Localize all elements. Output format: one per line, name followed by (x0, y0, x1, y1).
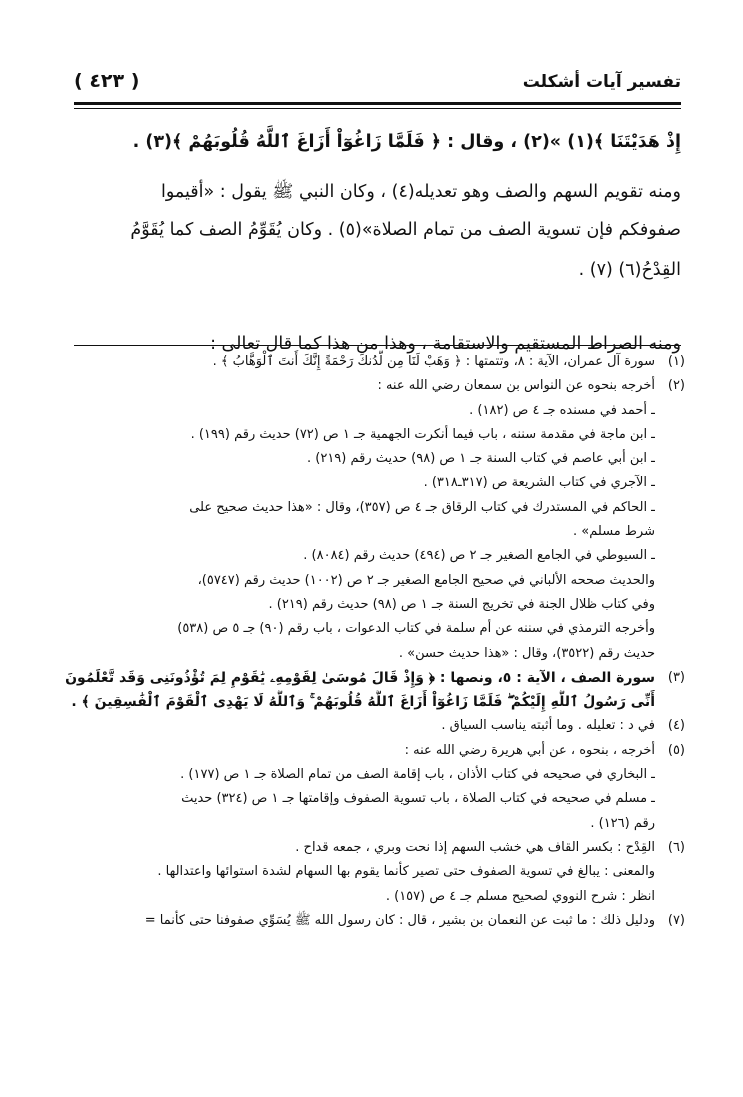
footnote-line: ـ مسلم في صحيحه في كتاب الصلاة ، باب تسوية الصفوف وإقامتها جـ ١ ص (٣٢٤) حديث (181, 791, 655, 807)
footnote-line: حديث رقم (٣٥٢٢)، وقال : «هذا حديث حسن» . (398, 645, 655, 661)
footnote-line: ـ أحمد في مسنده جـ ٤ ص (١٨٢) . (469, 402, 655, 418)
footnote-6 (68, 836, 685, 909)
footnote-line: والمعنى : يبالغ في تسوية الصفوف حتى تصير كأنما يقوم بها السهام لشدة استوائها واعتدالها . (157, 864, 655, 880)
footnote-3 (65, 666, 685, 715)
footnote-line: أخرجه ، بنحوه ، عن أبي هريرة رضي الله عنه : (404, 742, 655, 758)
footnote-number: (٦) (667, 839, 685, 855)
main-text-line: القِدْحُ(٦) (٧) . (578, 260, 681, 280)
header-rule-thin (74, 108, 681, 109)
footnotes (65, 350, 685, 933)
footnote-line: وفي كتاب ظلال الجنة في تخريج السنة جـ ١ ص (٩٨) حديث رقم (٢١٩) . (268, 596, 655, 612)
footnote-line: في د : تعليله . وما أثبته يناسب السياق . (441, 718, 655, 734)
footnote-line: ودليل ذلك : ما ثبت عن النعمان بن بشير ، قال : كان رسول الله ﷺ يُسَوِّي صفوفنا حتى كأنما = (144, 912, 655, 928)
footnote-number: (٣) (667, 669, 685, 685)
footnote-line: شرط مسلم» . (573, 524, 655, 540)
footnote-2 (68, 374, 685, 666)
footnote-line: والحديث صححه الألباني في صحيح الجامع الصغير جـ ٢ ص (١٠٠٢) حديث رقم (٥٧٤٧)، (197, 572, 655, 588)
footnote-line: أخرجه بنحوه عن النواس بن سمعان رضي الله عنه : (377, 378, 655, 394)
footnote-line: ـ الآجري في كتاب الشريعة ص (٣١٧ـ٣١٨) . (423, 475, 655, 491)
footnote-1 (68, 350, 685, 374)
footnote-line: انظر : شرح النووي لصحيح مسلم جـ ٤ ص (١٥٧) . (385, 888, 655, 904)
footnote-line: ـ ابن ماجة في مقدمة سننه ، باب فيما أنكرت الجهمية جـ ١ ص (٧٢) حديث رقم (١٩٩) . (190, 426, 655, 442)
footnote-rule (74, 345, 681, 346)
footnote-line: القِدْح : بكسر القاف هي خشب السهم إذا نحت وبري ، جمعه قداح . (295, 839, 655, 855)
main-text-line: ومنه تقويم السهم والصف وهو تعديله(٤) ، وكان النبي ﷺ يقول : «أقيموا (160, 182, 681, 202)
footnote-line: ـ البخاري في صحيحه في كتاب الأذان ، باب إقامة الصف من تمام الصلاة جـ ١ ص (١٧٧) . (180, 767, 655, 783)
footnote-line: سورة آل عمران، الآية : ٨، وتتمتها : ﴿ وَهَبْ لَنَا مِن لَّدُنكَ رَحْمَةً إِنَّكَ أَنتَ ٱلْوَهَّابُ ﴾ . (212, 354, 655, 369)
main-line-1 (74, 122, 681, 162)
footnote-number: (٤) (667, 718, 685, 734)
footnote-4 (68, 714, 685, 738)
main-text-line: إِذْ هَدَيْتَنَا ﴾(١) »(٢) ، وقال : ﴿ فَلَمَّا زَاغُوٓاْ أَزَاغَ ٱللَّهُ قُلُوبَهُمْ ﴾(٣) . (132, 132, 681, 152)
footnote-number: (٢) (667, 378, 685, 394)
main-text-line: صفوفكم فإن تسوية الصف من تمام الصلاة»(٥) . وكان يُقَوِّمُ الصف كما يُقَوَّمُ (130, 220, 681, 240)
footnote-line: ـ السيوطي في الجامع الصغير جـ ٢ ص (٤٩٤) حديث رقم (٨٠٨٤) . (303, 548, 655, 564)
footnote-line: ـ الحاكم في المستدرك في كتاب الرقاق جـ ٤ ص (٣٥٧)، وقال : «هذا حديث صحيح على (189, 499, 655, 515)
footnote-number: (٧) (667, 912, 685, 928)
main-line-2 (74, 172, 681, 212)
footnote-number: (٥) (667, 742, 685, 758)
footnote-line: رقم (١٢٦) . (590, 815, 655, 831)
footnote-line: وأخرجه الترمذي في سننه عن أم سلمة في كتاب الدعوات ، باب رقم (٩٠) جـ ٥ ص (٥٣٨) (177, 621, 655, 637)
page-number: ( ٤٢٣ ) (74, 70, 140, 92)
header-rule (74, 102, 681, 105)
main-line-3 (74, 210, 681, 250)
footnote-line: أَنِّى رَسُولُ ٱللَّهِ إِلَيْكُمْ ۖ فَلَمَّا زَاغُوٓاْ أَزَاغَ ٱللَّهُ قُلُوبَهُمْ ۚ وَٱللَّهُ لَا يَهْدِى ٱلْقَوْمَ ٱلْفَٰسِقِينَ ﴾ . (71, 694, 655, 711)
main-line-4 (74, 250, 681, 290)
footnote-line: ـ ابن أبي عاصم في كتاب السنة جـ ١ ص (٩٨) حديث رقم (٢١٩) . (307, 451, 655, 467)
main-text-line: ومنه الصراط المستقيم والاستقامة ، وهذا من هذا كما قال تعالى : (210, 334, 681, 354)
footnote-line: سورة الصف ، الآية : ٥، ونصها : ﴿ وَإِذْ قَالَ مُوسَىٰ لِقَوْمِهِۦ يَٰقَوْمِ لِمَ تُؤْذُونَنِى وَقَد تَّعْلَمُونَ (65, 669, 655, 686)
page-header (74, 68, 681, 104)
running-title: تفسير آيات أشكلت (522, 72, 681, 92)
footnote-number: (١) (667, 354, 685, 369)
footnote-7 (68, 909, 685, 933)
footnote-5 (68, 739, 685, 836)
